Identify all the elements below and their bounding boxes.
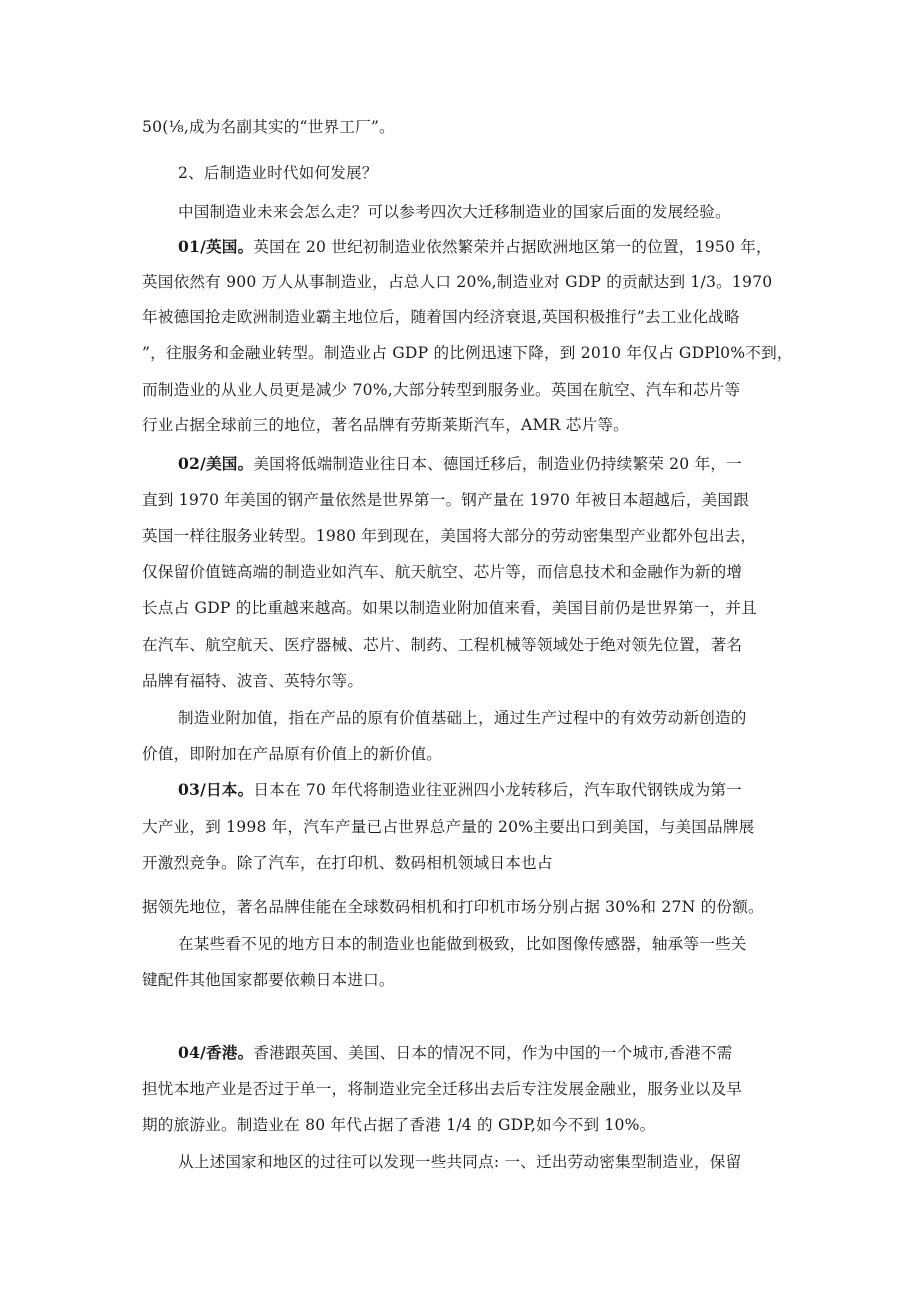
- text-line: 行业占据全球前三的地位，著名品牌有劳斯莱斯汽车，AMR 芯片等。: [142, 416, 629, 434]
- text-line: 据领先地位，著名品牌佳能在全球数码相机和打印机市场分别占据 30%和 27N 的份额。: [142, 898, 764, 916]
- text-line: 键配件其他国家都要依赖日本进口。: [142, 971, 395, 989]
- text-line: ”，往服务和金融业转型。制造业占 GDP 的比例迅速下降，到 2010 年仅占 GDPl0%不到，: [142, 344, 793, 362]
- text-line: 在某些看不见的地方日本的制造业也能做到极致，比如图像传感器，轴承等一些关: [178, 935, 747, 953]
- text-line: 年被德国抢走欧洲制造业霸主地位后，随着国内经济衰退,英国积极推行”去工业化战略: [142, 308, 740, 326]
- paragraph-jp-first-line: [178, 779, 792, 801]
- text-line: 中国制造业未来会怎么走？可以参考四次大迁移制造业的国家后面的发展经验。: [178, 203, 731, 221]
- text-line: 英国一样往服务业转型。1980 年到现在，美国将大部分的劳动密集型产业都外包出去，: [142, 527, 757, 545]
- text-run: 日本在 70 年代将制造业往亚洲四小龙转移后，汽车取代钢铁成为第一: [253, 781, 742, 799]
- lead-us: 02/美国。: [178, 454, 254, 473]
- text-line: 制造业附加值，指在产品的原有价值基础上，通过生产过程中的有效劳动新创造的: [178, 709, 747, 727]
- text-line: 期的旅游业。制造业在 80 年代占据了香港 1/4 的 GDP,如今不到 10%。: [142, 1116, 656, 1134]
- text-line: 品牌有福特、波音、英特尔等。: [142, 672, 364, 690]
- text-run: 英国在 20 世纪初制造业依然繁荣并占据欧洲地区第一的位置，1950 年，: [253, 238, 772, 256]
- lead-hk: 04/香港。: [178, 1043, 254, 1062]
- lead-uk: 01/英国。: [178, 237, 254, 256]
- text-line: 50(⅛,成为名副其实的“世界工厂”。: [142, 118, 395, 136]
- text-line: 英国依然有 900 万人从事制造业，占总人口 20%,制造业对 GDP 的贡献达到 1/3。1970: [142, 273, 773, 291]
- paragraph-hk-first-line: [178, 1042, 792, 1064]
- text-line: 从上述国家和地区的过往可以发现一些共同点: 一、迁出劳动密集型制造业，保留: [178, 1153, 742, 1171]
- text-line: 而制造业的从业人员更是减少 70%,大部分转型到服务业。英国在航空、汽车和芯片等: [142, 381, 741, 399]
- text-line: 在汽车、航空航天、医疗器械、芯片、制药、工程机械等领域处于绝对领先位置，著名: [142, 636, 743, 654]
- text-line: 仅保留价值链高端的制造业如汽车、航天航空、芯片等，而信息技术和金融作为新的增: [142, 563, 743, 581]
- text-line: 长点占 GDP 的比重越来越高。如果以制造业附加值来看，美国目前仍是世界第一，并且: [142, 599, 757, 617]
- text-run: 美国将低端制造业往日本、德国迁移后，制造业仍持续繁荣 20 年，一: [253, 455, 742, 473]
- section-heading: 2、后制造业时代如何发展？: [178, 164, 378, 182]
- lead-jp: 03/日本。: [178, 780, 254, 799]
- paragraph-us-first-line: [178, 453, 792, 475]
- text-line: 直到 1970 年美国的钢产量依然是世界第一。钢产量在 1970 年被日本超越后，美国跟: [142, 491, 749, 509]
- text-line: 担忧本地产业是否过于单一，将制造业完全迁移出去后专注发展金融业，服务业以及早: [142, 1080, 743, 1098]
- text-line: 开激烈竞争。除了汽车，在打印机、数码相机领域日本也占: [142, 854, 553, 872]
- text-line: 大产业，到 1998 年，汽车产量已占世界总产量的 20%主要出口到美国，与美国品牌展: [142, 818, 755, 836]
- text-line: 价值，即附加在产品原有价值上的新价值。: [142, 745, 443, 763]
- text-run: 香港跟英国、美国、日本的情况不同，作为中国的一个城市,香港不需: [253, 1044, 733, 1062]
- paragraph-uk-first-line: [178, 236, 792, 258]
